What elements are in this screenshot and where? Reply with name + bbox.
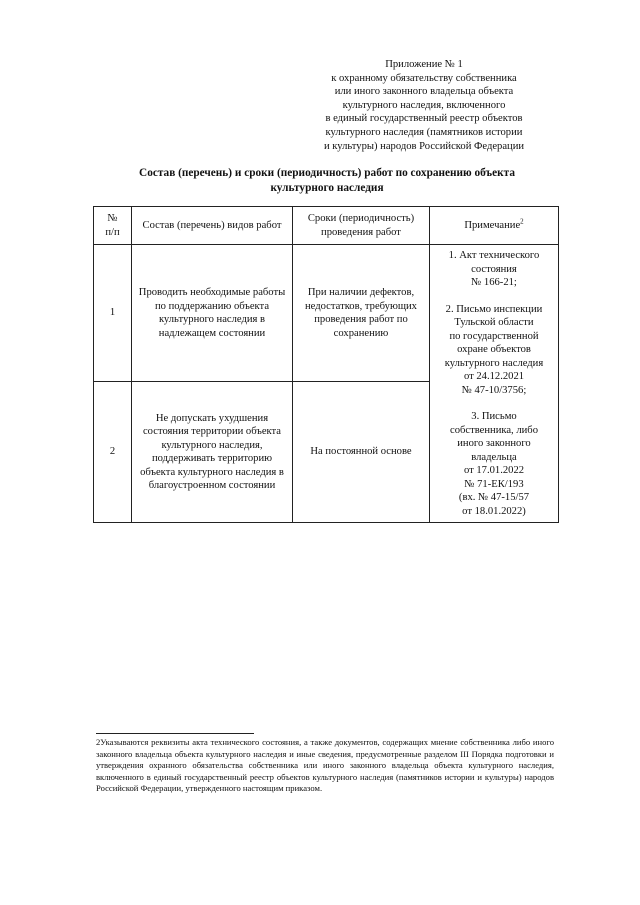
row-2-number: 2 xyxy=(94,382,132,523)
header-note xyxy=(430,207,559,245)
header-note-label: Примечание xyxy=(464,219,521,231)
note-item-2 xyxy=(434,303,554,398)
note-item-3 xyxy=(434,410,554,518)
note-3-line-7: (вх. № 47-15/57 xyxy=(458,492,530,503)
note-3-line-3: иного законного xyxy=(457,438,531,449)
note-3-line-6: № 71-ЕК/193 xyxy=(464,478,524,490)
row-2-works: Не допускать ухудшения состояния территории объекта культурного наследия, поддерживать территорию объекта культурного наследия в благоустроенном состоянии xyxy=(132,382,293,523)
note-2-line-7: № 47-10/3756; xyxy=(461,384,527,396)
note-2-line-5: культурного наследия xyxy=(444,357,544,369)
appendix-line-5: в единый государственный реестр объектов xyxy=(325,113,523,125)
appendix-line-2: к охранному обязательству собственника xyxy=(331,72,517,84)
header-works: Состав (перечень) видов работ xyxy=(132,207,293,245)
footnote-divider xyxy=(96,733,254,734)
note-1-line-2: состояния xyxy=(471,263,517,275)
document-title-line-2: культурного наследия xyxy=(270,181,384,194)
appendix-line-4: культурного наследия, включенного xyxy=(342,99,506,111)
note-2-line-6: от 24.12.2021 xyxy=(463,371,525,382)
appendix-line-3: или иного законного владельца объекта xyxy=(334,86,514,98)
row-2-terms: На постоянной основе xyxy=(293,382,430,523)
row-1-terms: При наличии дефектов, недостатков, требующих проведения работ по сохранению xyxy=(293,245,430,382)
note-3-line-4: владельца xyxy=(471,451,517,463)
header-number-line-1: № xyxy=(107,213,118,224)
note-item-1 xyxy=(434,249,554,290)
header-number-line-2: п/п xyxy=(105,226,120,238)
table-header-row xyxy=(94,207,559,245)
row-1-number: 1 xyxy=(94,245,132,382)
row-1-works: Проводить необходимые работы по поддержанию объекта культурного наследия в надлежащем состоянии xyxy=(132,245,293,382)
header-terms: Сроки (периодичность) проведения работ xyxy=(293,207,430,245)
works-table xyxy=(93,206,559,523)
note-2-line-1: 2. Письмо инспекции xyxy=(445,303,543,315)
note-3-line-2: собственника, либо xyxy=(450,424,538,436)
notes-cell xyxy=(430,245,559,523)
footnote: 2Указываются реквизиты акта технического состояния, а также документов, содержащих мнение собственника либо иного законного владельца объекта культурного наследия и иные сведения, предусмотренные разделом III Порядка подготовки и утверждения охранного обязательства собственника или иного законного владельца объекта культурного наследия, включенного в единый государственный реестр объектов культурного наследия (памятников истории и культуры) народов Российской Федерации, утвержденного настоящим приказом. xyxy=(96,737,554,794)
note-3-line-1: 3. Письмо xyxy=(471,411,517,422)
note-3-line-8: от 18.01.2022) xyxy=(462,505,526,517)
note-2-line-4: охране объектов xyxy=(457,344,531,355)
document-title xyxy=(96,166,558,195)
note-1-line-1: 1. Акт технического xyxy=(448,250,540,261)
appendix-header xyxy=(300,58,548,153)
note-1-line-3: № 166-21; xyxy=(471,277,517,288)
appendix-line-1: Приложение № 1 xyxy=(385,59,463,70)
document-title-line-1: Состав (перечень) и сроки (периодичность) работ по сохранению объекта xyxy=(139,167,515,179)
header-note-footnote-mark: 2 xyxy=(520,217,524,226)
note-2-line-3: по государственной xyxy=(449,330,539,342)
header-number xyxy=(94,207,132,245)
note-3-line-5: от 17.01.2022 xyxy=(463,465,525,476)
table-row xyxy=(94,245,559,382)
appendix-line-6: культурного наследия (памятников истории xyxy=(325,126,523,138)
appendix-line-7: и культуры) народов Российской Федерации xyxy=(323,140,525,152)
note-2-line-2: Тульской области xyxy=(454,317,534,328)
